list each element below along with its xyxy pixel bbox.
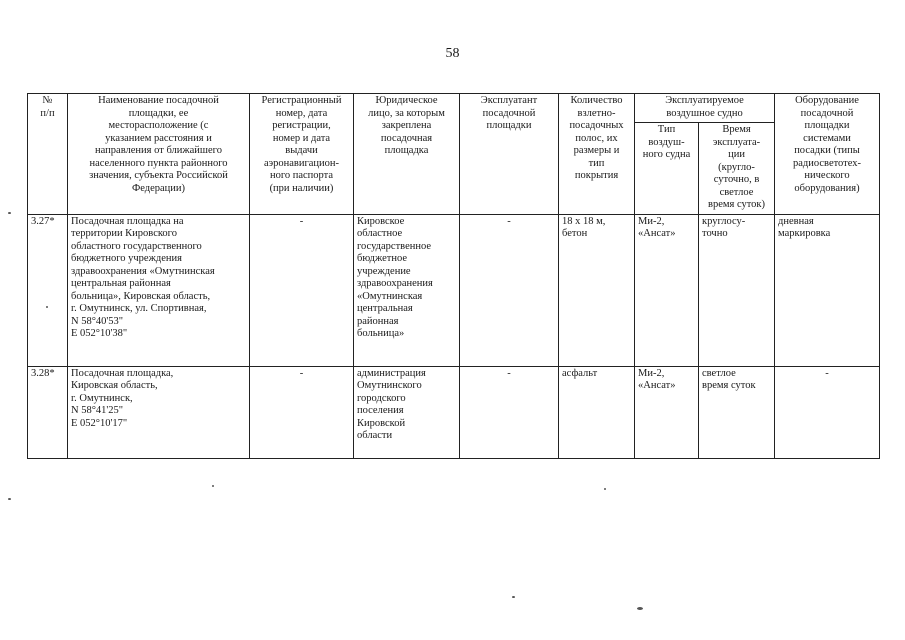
header-aircraft-group: Эксплуатируемое воздушное судно: [635, 94, 775, 123]
header-row-1: [28, 94, 880, 123]
header-equipment: Оборудование посадочной площадки системами посадки (типы радиосветотех- нического оборудования): [775, 94, 880, 215]
cell-operator: -: [460, 366, 559, 458]
cell-runways: 18 х 18 м, бетон: [559, 214, 635, 366]
header-num: № п/п: [28, 94, 68, 215]
cell-runways: асфальт: [559, 366, 635, 458]
header-operator: Эксплуатант посадочной площадки: [460, 94, 559, 215]
cell-aircraft-type: Ми-2, «Ансат»: [635, 366, 699, 458]
cell-legal-entity: Кировское областное государственное бюджетное учреждение здравоохранения «Омутнинская центральная районная больница»: [354, 214, 460, 366]
scan-speck: [8, 498, 11, 500]
cell-num: 3.28*: [28, 366, 68, 458]
cell-name: Посадочная площадка, Кировская область, г. Омутнинск, N 58°41'25" E 052°10'17": [68, 366, 250, 458]
landing-sites-table: [27, 93, 880, 459]
cell-aircraft-type: Ми-2, «Ансат»: [635, 214, 699, 366]
table-row: [28, 214, 880, 366]
cell-registration: -: [250, 366, 354, 458]
cell-operator: -: [460, 214, 559, 366]
cell-num: 3.27*: [28, 214, 68, 366]
header-registration: Регистрационный номер, дата регистрации, номер и дата выдачи аэронавигацион- ного паспорта (при наличии): [250, 94, 354, 215]
scan-speck: [8, 212, 11, 214]
header-aircraft-type: Тип воздуш- ного судна: [635, 123, 699, 215]
table-row: [28, 366, 880, 458]
header-legal-entity: Юридическое лицо, за которым закреплена посадочная площадка: [354, 94, 460, 215]
scan-speck: [46, 306, 48, 308]
scan-speck: [512, 596, 515, 598]
cell-legal-entity: администрация Омутнинского городского поселения Кировской области: [354, 366, 460, 458]
header-runways: Количество взлетно- посадочных полос, их размеры и тип покрытия: [559, 94, 635, 215]
cell-operating-time: светлое время суток: [699, 366, 775, 458]
cell-equipment: дневная маркировка: [775, 214, 880, 366]
header-operating-time: Время эксплуата- ции (кругло- суточно, в светлое время суток): [699, 123, 775, 215]
scan-speck: [637, 607, 643, 610]
cell-registration: -: [250, 214, 354, 366]
page-number: 58: [445, 46, 460, 61]
header-name: Наименование посадочной площадки, ее месторасположение (с указанием расстояния и направления от ближайшего населенного пункта районного значения, субъекта Российской Федерации): [68, 94, 250, 215]
cell-equipment: -: [775, 366, 880, 458]
cell-name: Посадочная площадка на территории Кировского областного государственного бюджетного учреждения здравоохранения «Омутнинская центральная районная больница», Кировская область, г. Омутнинск, ул. Спортивная, N 58°40'53" E 052°10'38": [68, 214, 250, 366]
cell-operating-time: круглосу- точно: [699, 214, 775, 366]
scan-speck: [212, 485, 214, 487]
scan-speck: [604, 488, 606, 490]
